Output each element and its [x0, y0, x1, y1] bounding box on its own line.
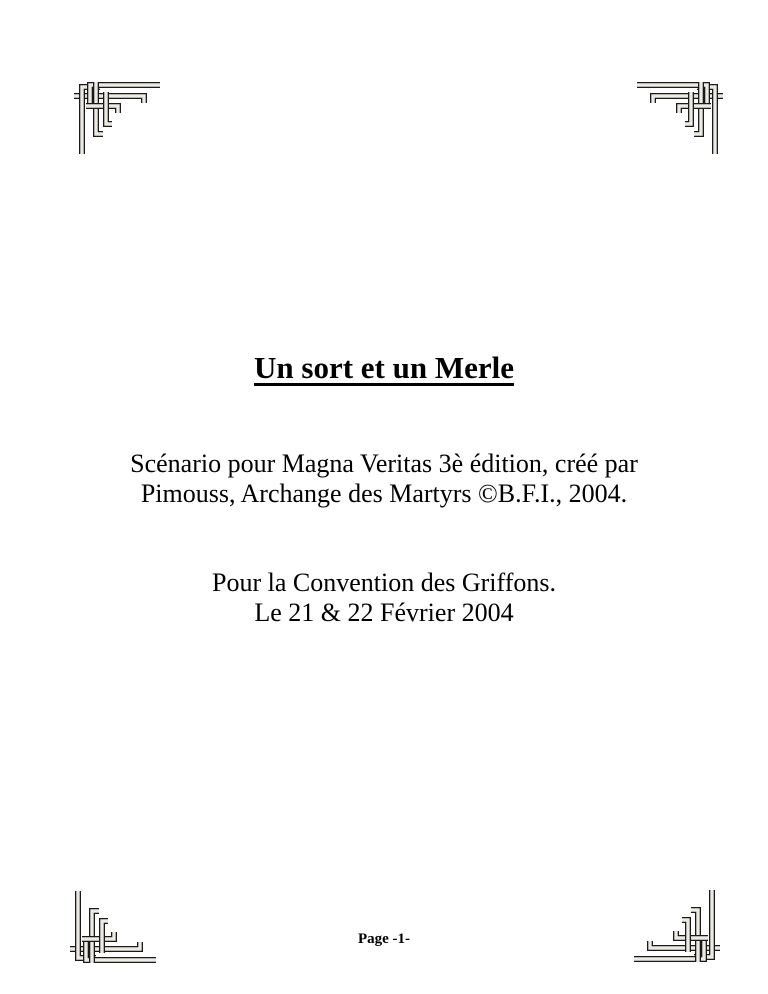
event-info: [0, 568, 768, 628]
interlaced-flourish-icon: [635, 78, 727, 160]
event-line-2: Le 21 & 22 Février 2004: [254, 598, 514, 627]
event-line-1: Pour la Convention des Griffons.: [212, 568, 556, 597]
corner-ornament-top-left-icon: [70, 78, 162, 160]
flourish-bar: [679, 106, 711, 113]
interlaced-flourish-icon: [66, 885, 158, 967]
byline-line-1: Scénario pour Magna Veritas 3è édition, créé par: [130, 449, 638, 478]
corner-ornament-top-right-icon: [635, 78, 727, 160]
byline: [0, 449, 768, 509]
flourish-bar: [86, 106, 118, 113]
page-title-text: Un sort et un Merle: [254, 349, 514, 385]
corner-ornament-bottom-left-icon: [66, 885, 158, 967]
page-number: Page -1-: [357, 931, 411, 947]
interlaced-flourish-icon: [70, 78, 162, 160]
byline-line-2: Pimouss, Archange des Martyrs ©B.F.I., 2004.: [140, 479, 628, 508]
page-title: [0, 350, 768, 386]
interlaced-flourish-icon: [632, 884, 724, 966]
corner-ornament-bottom-right-icon: [632, 884, 724, 966]
